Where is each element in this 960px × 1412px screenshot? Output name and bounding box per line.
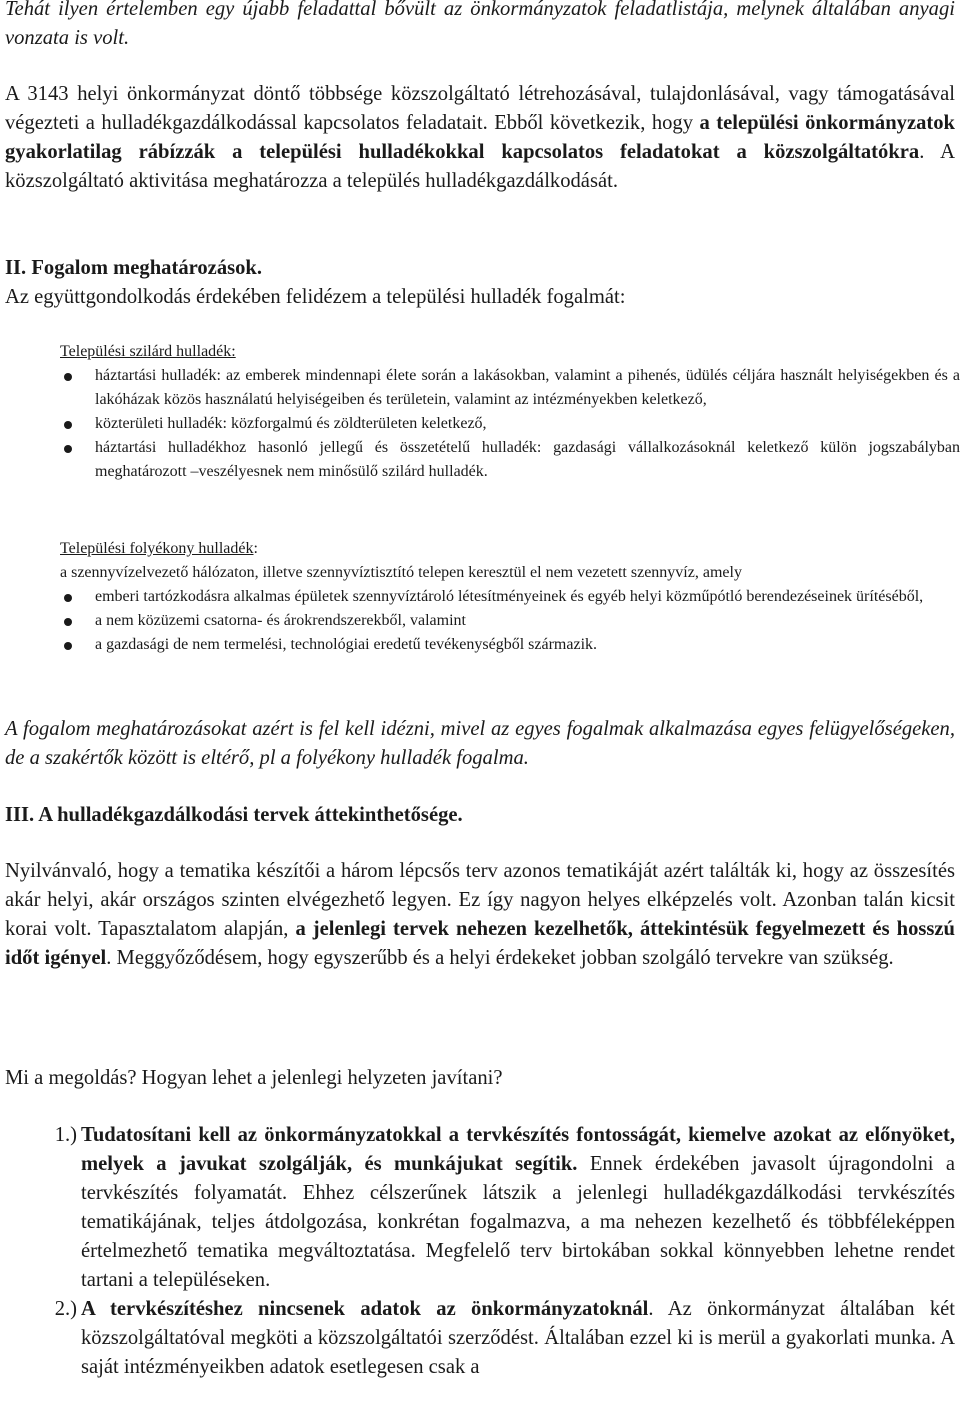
paragraph-text: Nyilvánvaló, hogy a tematika készítői a három lépcsős terv azonos tematikáját azért találták ki, hogy az összesítés akár helyi, akár országos szinten elvégezhető legyen. Ez így nagyon helyes elképzelés volt. Azonban talán kicsit korai volt. Tapasztalatom alapján, — [5, 860, 955, 940]
list-item: háztartási hulladék: az emberek mindennapi élete során a lakásokban, valamint a pihenés, üdülés céljára használt helyiségekben és a lakóházak közös használatú helyiségeiben és területein, valamint az intézményekben keletkező, — [60, 364, 960, 412]
solid-waste-list — [60, 364, 960, 484]
solid-waste-definition — [60, 340, 960, 484]
paragraph-text: . Meggyőződésem, hogy egyszerűbb és a helyi érdekeket jobban szolgáló tervekre van szükség. — [106, 947, 894, 969]
item-rest-text: . Az önkormányzat általában két közszolgáltatóval megköti a közszolgáltatói szerződést. Általában ezzel ki is merül a gyakorlati munka. A saját intézményeikben adatok esetlegesen csak a — [81, 1298, 955, 1378]
item-number: 2.) — [54, 1298, 77, 1320]
item-text — [81, 1121, 955, 1295]
heading-text: III. A hulladékgazdálkodási tervek áttekinthetősége. — [5, 804, 463, 826]
numbered-item-2 — [5, 1295, 955, 1382]
solid-waste-title: Települési szilárd hulladék: — [60, 343, 236, 360]
heading-text: II. Fogalom meghatározások. — [5, 257, 263, 279]
list-item: a nem közüzemi csatorna- és árokrendszerekből, valamint — [60, 609, 960, 633]
paragraph-emphasis: a jelenlegi tervek nehezen kezelhetők, áttekintésük fegyelmezett és hosszú időt igényel — [5, 918, 955, 969]
paragraph-emphasis: a települési önkormányzatok gyakorlatilag rábízzák a települési hulladékokkal kapcsolatos feladatokat a közszolgáltatókra — [5, 112, 955, 163]
liquid-waste-title — [60, 537, 960, 561]
paragraph-definition-intro: Az együttgondolkodás érdekében felidézem a települési hulladék fogalmát: — [5, 286, 626, 308]
paragraph-plans-overview — [5, 857, 955, 973]
italic-note-paragraph: A fogalom meghatározásokat azért is fel kell idézni, mivel az egyes fogalmak alkalmazása egyes felügyelőségeken, de a szakértők között is eltérő, pl a folyékony hulladék fogalma. — [5, 718, 955, 769]
numbered-list — [5, 1121, 955, 1382]
item-number: 1.) — [54, 1124, 77, 1146]
liquid-waste-intro: a szennyvízelvezető hálózaton, illetve szennyvíztisztító telepen keresztül el nem vezetett szennyvíz, amely — [60, 564, 742, 581]
liquid-waste-definition — [60, 537, 960, 657]
question-paragraph: Mi a megoldás? Hogyan lehet a jelenlegi helyzeten javítani? — [5, 1067, 503, 1089]
intro-paragraph: Tehát ilyen értelemben egy újabb feladattal bővült az önkormányzatok feladatlistája, melynek általában anyagi vonzata is volt. — [5, 0, 955, 49]
item-bold-text: Tudatosítani kell az önkormányzatokkal a tervkészítés fontosságát, kiemelve azokat az előnyöket, melyek a javukat szolgálják, és munkájukat segítik. — [81, 1124, 955, 1175]
list-item: közterületi hulladék: közforgalmú és zöldterületen keletkező, — [60, 412, 960, 436]
item-text — [81, 1295, 955, 1382]
section-heading-ii — [5, 254, 262, 283]
list-item: emberi tartózkodásra alkalmas épületek szennyvíztároló létesítményeinek és egyéb helyi közműpótló berendezéseinek ürítéséből, — [60, 585, 960, 609]
item-rest-text: Ennek érdekében javasolt újragondolni a tervkészítés folyamatát. Ehhez célszerűnek látszik a jelenlegi hulladékgazdálkodási tervkészítés tematikájának, teljes átdolgozása, konkrétan fogalmazva, a ma nehezen kezelhető és többféleképpen értelmezhető tematika megváltoztatása. Megfelelő terv birtokában sokkal könnyebben lehetne rendet tartani a településeken. — [81, 1153, 956, 1291]
item-bold-text: A tervkészítéshez nincsenek adatok az önkormányzatoknál — [81, 1298, 649, 1320]
list-item: a gazdasági de nem termelési, technológiai eredetű tevékenységből származik. — [60, 633, 960, 657]
paragraph-text: A 3143 helyi önkormányzat döntő többsége közszolgáltató létrehozásával, tulajdonlásával, vagy támogatásával végezteti a hulladékgazdálkodással kapcsolatos feladatait. Ebből következik, hogy — [5, 83, 955, 134]
liquid-waste-title-text: Települési folyékony hulladék — [60, 540, 254, 557]
list-item: háztartási hulladékhoz hasonló jellegű és összetételű hulladék: gazdasági vállalkozásoknál keletkező külön jogszabályban meghatározott –veszélyesnek nem minősülő szilárd hulladék. — [60, 436, 960, 484]
section-heading-iii — [5, 801, 463, 830]
liquid-waste-list — [60, 585, 960, 657]
paragraph-service-providers — [5, 80, 955, 196]
liquid-waste-title-colon: : — [253, 540, 258, 557]
paragraph-text: . A közszolgáltató aktivitása meghatározza a település hulladékgazdálkodását. — [5, 141, 955, 192]
numbered-item-1 — [5, 1121, 955, 1295]
